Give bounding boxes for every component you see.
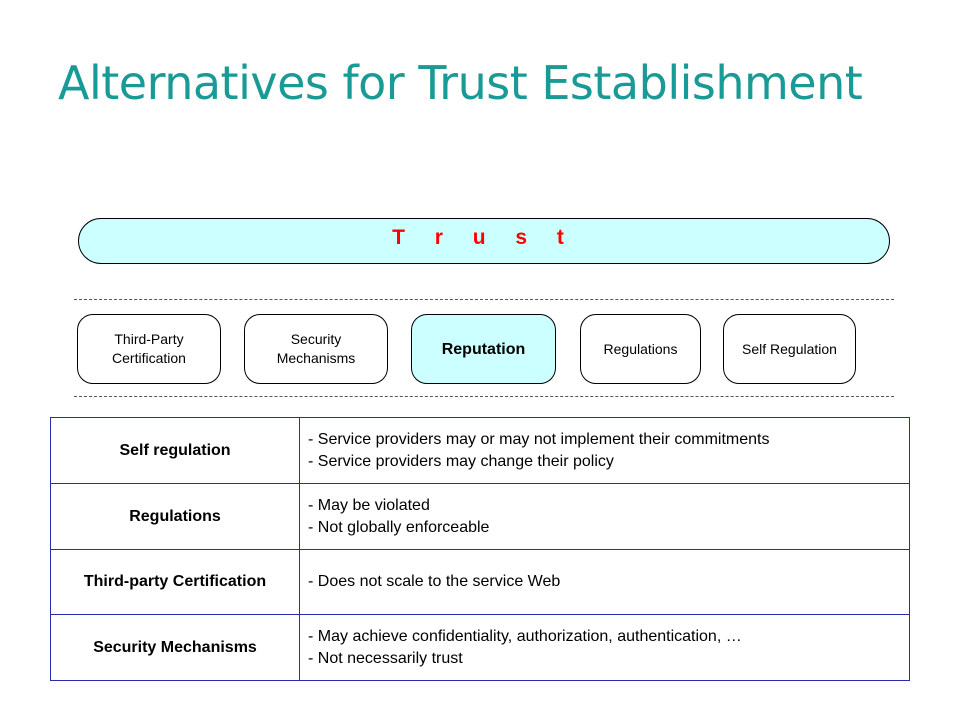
description-line: - Does not scale to the service Web <box>308 573 561 590</box>
table-row <box>51 418 910 484</box>
node-text: Self Regulation <box>742 340 837 357</box>
dashed-divider-top <box>74 299 894 300</box>
node-text: Mechanisms <box>276 350 356 366</box>
node-third-party-certification <box>77 314 221 384</box>
description-line: - May be violated <box>308 496 430 514</box>
table-row <box>51 484 910 550</box>
description-line: - Not necessarily trust <box>308 649 463 667</box>
node-text: Third-Party <box>114 331 184 347</box>
trust-bar <box>78 218 890 264</box>
description-line: - Not globally enforceable <box>308 518 490 536</box>
table-row <box>51 550 910 615</box>
node-reputation <box>411 314 556 384</box>
row-label: Self regulation <box>51 418 300 484</box>
row-description <box>300 418 910 484</box>
dashed-divider-bottom <box>74 396 894 397</box>
node-text: Reputation <box>441 340 526 358</box>
slide-title: Alternatives for Trust Establishment <box>58 56 863 110</box>
description-line: - Service providers may change their policy <box>308 452 614 470</box>
trust-label: T r u s t <box>392 226 576 249</box>
table-row <box>51 615 910 681</box>
row-label: Third-party Certification <box>51 550 300 615</box>
description-line: - Service providers may or may not implement their commitments <box>308 430 770 448</box>
comparison-table <box>50 417 910 681</box>
row-label: Security Mechanisms <box>51 615 300 681</box>
row-description <box>300 550 910 615</box>
node-security-mechanisms <box>244 314 388 384</box>
node-text: Regulations <box>603 340 678 357</box>
row-description <box>300 615 910 681</box>
row-label: Regulations <box>51 484 300 550</box>
description-line: - May achieve confidentiality, authorization, authentication, … <box>308 627 742 645</box>
node-text: Certification <box>112 350 186 366</box>
row-description <box>300 484 910 550</box>
node-regulations <box>580 314 701 384</box>
node-self-regulation <box>723 314 856 384</box>
node-text: Security <box>290 331 342 347</box>
